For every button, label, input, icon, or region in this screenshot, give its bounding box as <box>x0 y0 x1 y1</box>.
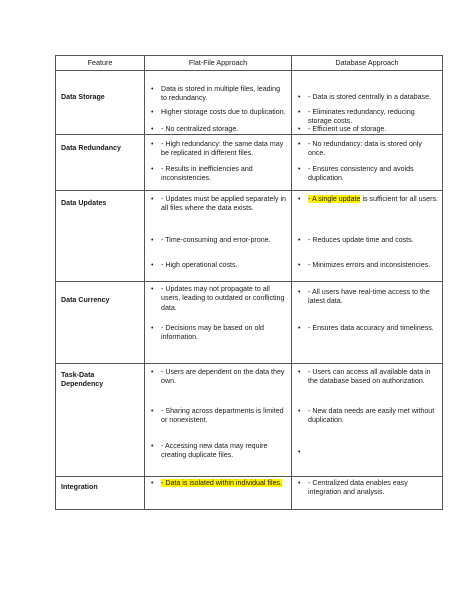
db-cell <box>292 135 443 191</box>
flat-cell <box>145 135 292 191</box>
db-cell <box>292 477 443 510</box>
feature-label: Data Redundancy <box>61 144 121 152</box>
feature-cell <box>56 282 145 364</box>
list-item: • Data is stored in multiple files, leading to redundancy. <box>145 85 287 104</box>
bullet-icon: • <box>298 480 301 487</box>
list-item: • - Minimizes errors and inconsistencies. <box>292 261 438 270</box>
list-item: • - Updates must be applied separately in all files where the data exists. <box>145 195 287 214</box>
header-feature: Feature <box>56 56 145 71</box>
list-item: • - Accessing new data may require creating duplicate files. <box>145 442 287 461</box>
list-item: • - A single update is sufficient for all users. <box>292 195 438 204</box>
feature-cell <box>56 71 145 135</box>
table-row <box>56 364 443 477</box>
db-cell <box>292 364 443 477</box>
bullet-icon: • <box>151 141 154 148</box>
flat-cell <box>145 364 292 477</box>
bullet-icon: • <box>151 286 154 293</box>
bullet-icon: • <box>298 325 301 332</box>
feature-cell <box>56 477 145 510</box>
table-row <box>56 282 443 364</box>
bullet-icon: • <box>151 325 154 332</box>
table-row <box>56 135 443 191</box>
bullet-icon: • <box>151 369 154 376</box>
list-item: • - New data needs are easily met without duplication. <box>292 407 438 426</box>
feature-label: Data Updates <box>61 199 107 207</box>
feature-label: Integration <box>61 483 98 491</box>
list-item: • Higher storage costs due to duplication. <box>145 108 287 117</box>
list-item: • - Centralized data enables easy integration and analysis. <box>292 479 438 498</box>
flat-cell <box>145 282 292 364</box>
list-item: • - Sharing across departments is limited or nonexistent. <box>145 407 287 426</box>
list-item: • - Results in inefficiencies and inconsistencies. <box>145 165 287 184</box>
bullet-icon: • <box>151 196 154 203</box>
bullet-icon: • <box>298 126 301 133</box>
table-row <box>56 477 443 510</box>
list-item: • - Users are dependent on the data they own. <box>145 368 287 387</box>
flat-cell <box>145 191 292 282</box>
bullet-icon: • <box>298 109 301 116</box>
feature-label: Data Currency <box>61 296 110 304</box>
bullet-icon: • <box>298 262 301 269</box>
feature-cell <box>56 191 145 282</box>
header-flat-file: Flat-File Approach <box>145 56 292 71</box>
list-item: • - Decisions may be based on old information. <box>145 324 287 343</box>
feature-cell <box>56 364 145 477</box>
list-item: • - No redundancy: data is stored only once. <box>292 140 438 159</box>
list-item: • - Efficient use of storage. <box>292 125 438 134</box>
bullet-icon: • <box>298 141 301 148</box>
feature-cell <box>56 135 145 191</box>
feature-label: Data Storage <box>61 93 105 101</box>
feature-label: Task-Data <box>61 371 95 379</box>
db-cell <box>292 282 443 364</box>
bullet-icon: • <box>298 369 301 376</box>
bullet-icon: • <box>298 166 301 173</box>
bullet-icon: • <box>151 237 154 244</box>
list-item: • - Eliminates redundancy, reducing storage costs. <box>292 108 438 127</box>
bullet-icon: • <box>298 449 301 456</box>
list-item: • - No centralized storage. <box>145 125 287 134</box>
bullet-icon: • <box>151 109 154 116</box>
table-row <box>56 191 443 282</box>
list-item: • - High operational costs. <box>145 261 287 270</box>
bullet-icon: • <box>298 94 301 101</box>
list-item: • - Data is stored centrally in a database. <box>292 93 438 102</box>
comparison-table <box>55 55 443 510</box>
list-item: • - Ensures consistency and avoids duplication. <box>292 165 438 184</box>
bullet-icon: • <box>151 126 154 133</box>
flat-cell <box>145 71 292 135</box>
list-item <box>145 479 287 488</box>
table-header-row <box>56 56 443 71</box>
header-database: Database Approach <box>292 56 443 71</box>
bullet-icon: • <box>151 480 154 487</box>
list-item: • - Updates may not propagate to all users, leading to outdated or conflicting data. <box>145 285 287 313</box>
list-item: • - High redundancy: the same data may be replicated in different files. <box>145 140 287 159</box>
list-item: • - Time-consuming and error-prone. <box>145 236 287 245</box>
list-item: • - Reduces update time and costs. <box>292 236 438 245</box>
list-item <box>292 448 438 457</box>
list-item: • - Ensures data accuracy and timeliness. <box>292 324 438 333</box>
bullet-icon: • <box>151 408 154 415</box>
bullet-icon: • <box>151 443 154 450</box>
list-item: • - Users can access all available data in the database based on authorization. <box>292 368 438 387</box>
flat-cell <box>145 477 292 510</box>
highlighted-text: - Data is isolated within individual files. <box>161 479 283 487</box>
bullet-icon: • <box>298 408 301 415</box>
bullet-icon: • <box>151 262 154 269</box>
bullet-icon: • <box>298 196 301 203</box>
db-cell <box>292 191 443 282</box>
feature-label: Dependency <box>61 380 104 389</box>
bullet-icon: • <box>298 289 301 296</box>
db-cell <box>292 71 443 135</box>
list-item: • - All users have real-time access to the latest data. <box>292 288 438 307</box>
bullet-icon: • <box>298 237 301 244</box>
bullet-icon: • <box>151 86 154 93</box>
bullet-icon: • <box>151 166 154 173</box>
table-row <box>56 71 443 135</box>
highlighted-text: - A single update <box>308 195 361 203</box>
